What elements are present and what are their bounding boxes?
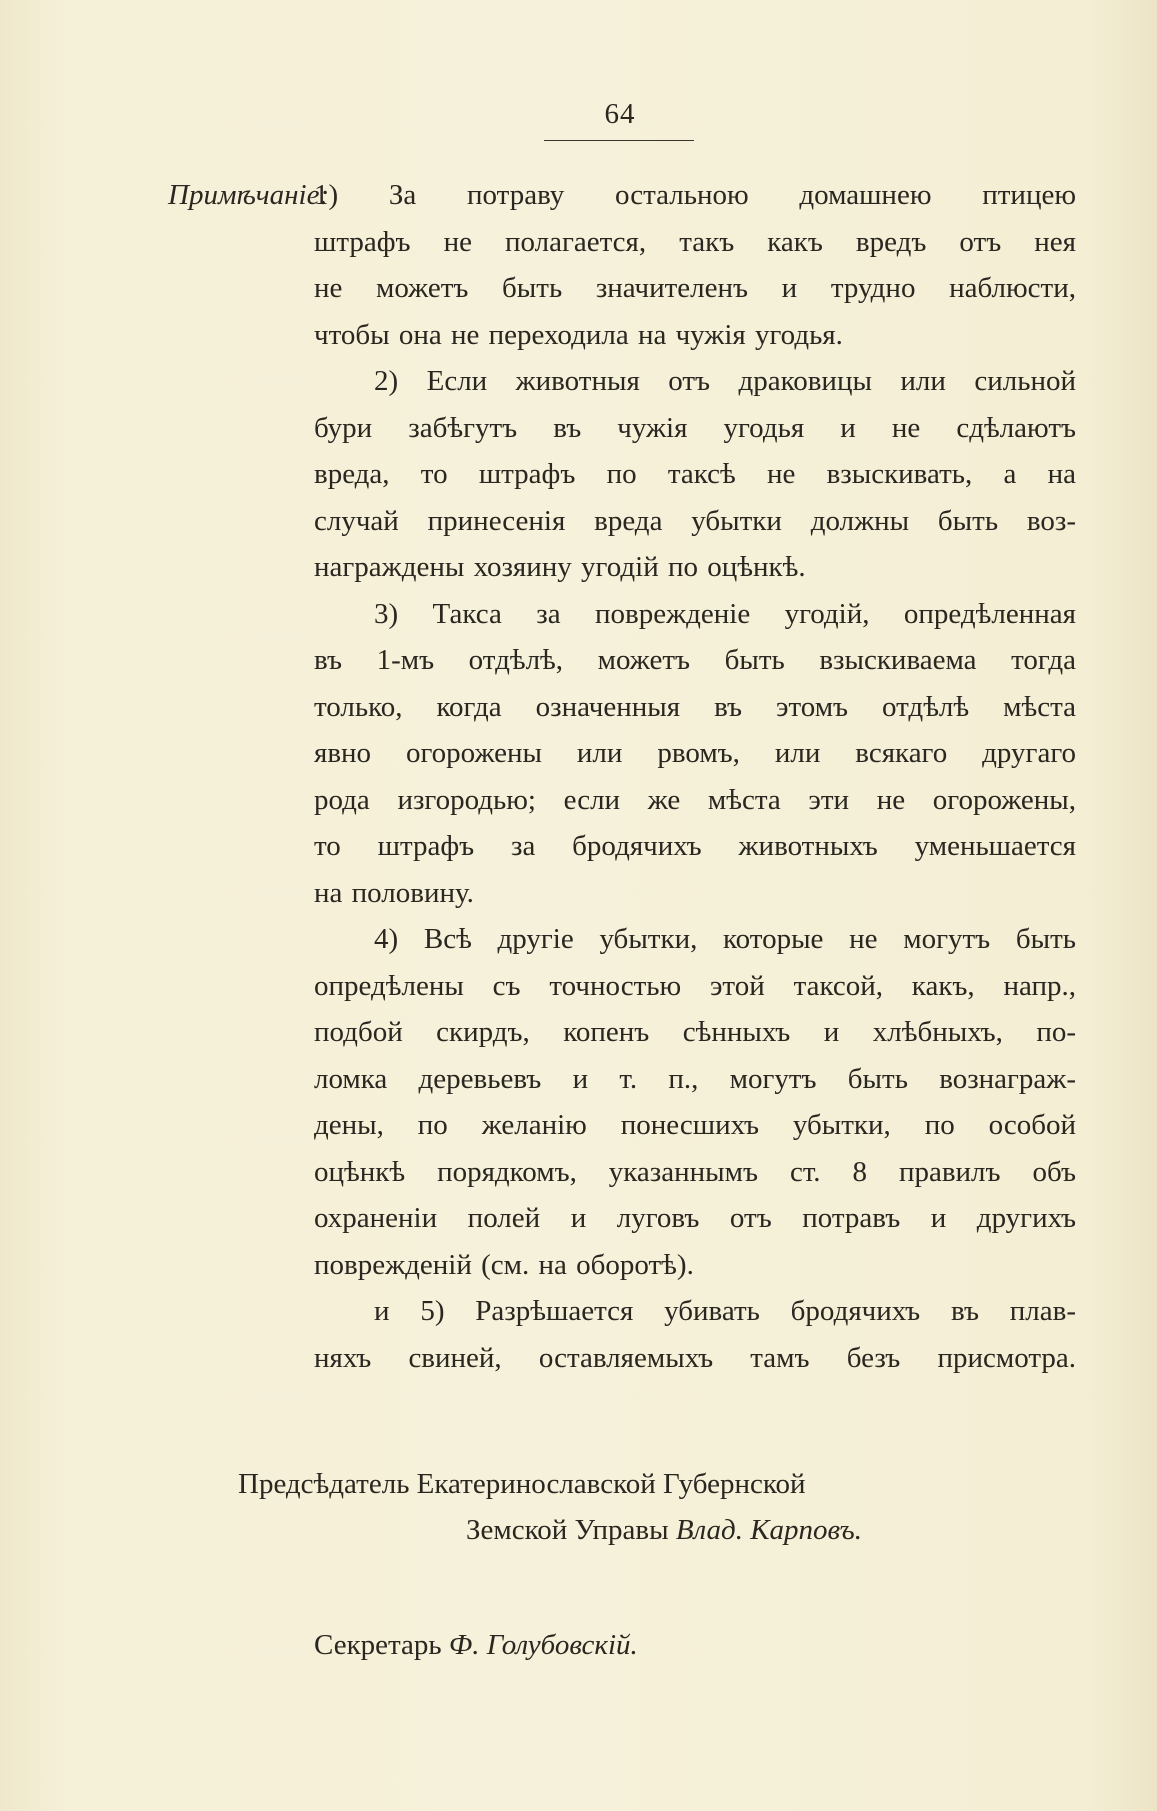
- page-number: 64: [604, 98, 636, 130]
- note-item-1: [168, 172, 1076, 358]
- text-line: 2) Если животныя отъ драковицы или сильной: [374, 365, 1076, 397]
- text-line: случай принесенія вреда убытки должны быть воз-: [314, 504, 1076, 537]
- note-item-4: [168, 916, 1076, 1288]
- secretary-name: Ф. Голубовскій.: [448, 1629, 638, 1661]
- page-number-rule: [544, 140, 694, 141]
- chairman-office: Земской Управы: [466, 1514, 669, 1546]
- chairman-title-line: [238, 1464, 806, 1504]
- text-line: въ 1-мъ отдѣлѣ, можетъ быть взыскиваема тогда: [314, 644, 1076, 676]
- secretary-title: Секретарь: [314, 1629, 442, 1661]
- text-line: 4) Всѣ другіе убытки, которые не могутъ быть: [374, 923, 1076, 955]
- note-label: Примѣчаніе:: [168, 179, 330, 211]
- text-line: то штрафъ за бродячихъ животныхъ уменьшается: [314, 830, 1076, 862]
- text-line: на половину.: [314, 876, 474, 909]
- text-line: поврежденій (см. на оборотѣ).: [314, 1248, 694, 1281]
- text-line: не можетъ быть значителенъ и трудно наблюсти,: [314, 272, 1076, 304]
- text-line: и 5) Разрѣшается убивать бродячихъ въ плав-: [374, 1295, 1076, 1327]
- note-item-3: [168, 591, 1076, 917]
- chairman-title: Предсѣдатель Екатеринославской Губернской: [238, 1468, 806, 1500]
- note-item-5: [168, 1288, 1076, 1381]
- text-line: награждены хозяину угодій по оцѣнкѣ.: [314, 551, 806, 583]
- text-line: охраненіи полей и луговъ отъ потравъ и другихъ: [314, 1202, 1076, 1234]
- text-line: штрафъ не полагается, такъ какъ вредъ отъ нея: [314, 225, 1076, 258]
- text-line: оцѣнкѣ порядкомъ, указаннымъ ст. 8 правилъ объ: [314, 1155, 1076, 1188]
- text-line: опредѣлены съ точностью этой таксой, какъ, напр.,: [314, 969, 1076, 1002]
- text-line: бури забѣгутъ въ чужія угодья и не сдѣлаютъ: [314, 411, 1076, 444]
- note-block: [168, 172, 1076, 1381]
- note-item-2: [168, 358, 1076, 591]
- text-line: 3) Такса за поврежденіе угодій, опредѣленная: [374, 597, 1076, 630]
- text-line: рода изгородью; если же мѣста эти не огорожены,: [314, 783, 1076, 816]
- text-line: дены, по желанію понесшихъ убытки, по особой: [314, 1109, 1076, 1141]
- text-line: чтобы она не переходила на чужія угодья.: [314, 318, 843, 351]
- text-line: подбой скирдъ, копенъ сѣнныхъ и хлѣбныхъ, по-: [314, 1016, 1076, 1048]
- chairman-name: Влад. Карповъ.: [675, 1514, 862, 1546]
- chairman-signature-line: [466, 1510, 862, 1550]
- text-line: 1) За потраву остальною домашнею птицею: [314, 179, 1076, 211]
- secretary-signature-line: [314, 1625, 638, 1665]
- text-line: явно огорожены или рвомъ, или всякаго другаго: [314, 737, 1076, 769]
- text-line: вреда, то штрафъ по таксѣ не взыскивать, а на: [314, 458, 1076, 490]
- text-line: ломка деревьевъ и т. п., могутъ быть вознаграж-: [314, 1062, 1076, 1095]
- text-line: только, когда означенныя въ этомъ отдѣлѣ мѣста: [314, 690, 1076, 723]
- text-line: няхъ свиней, оставляемыхъ тамъ безъ присмотра.: [314, 1341, 1076, 1374]
